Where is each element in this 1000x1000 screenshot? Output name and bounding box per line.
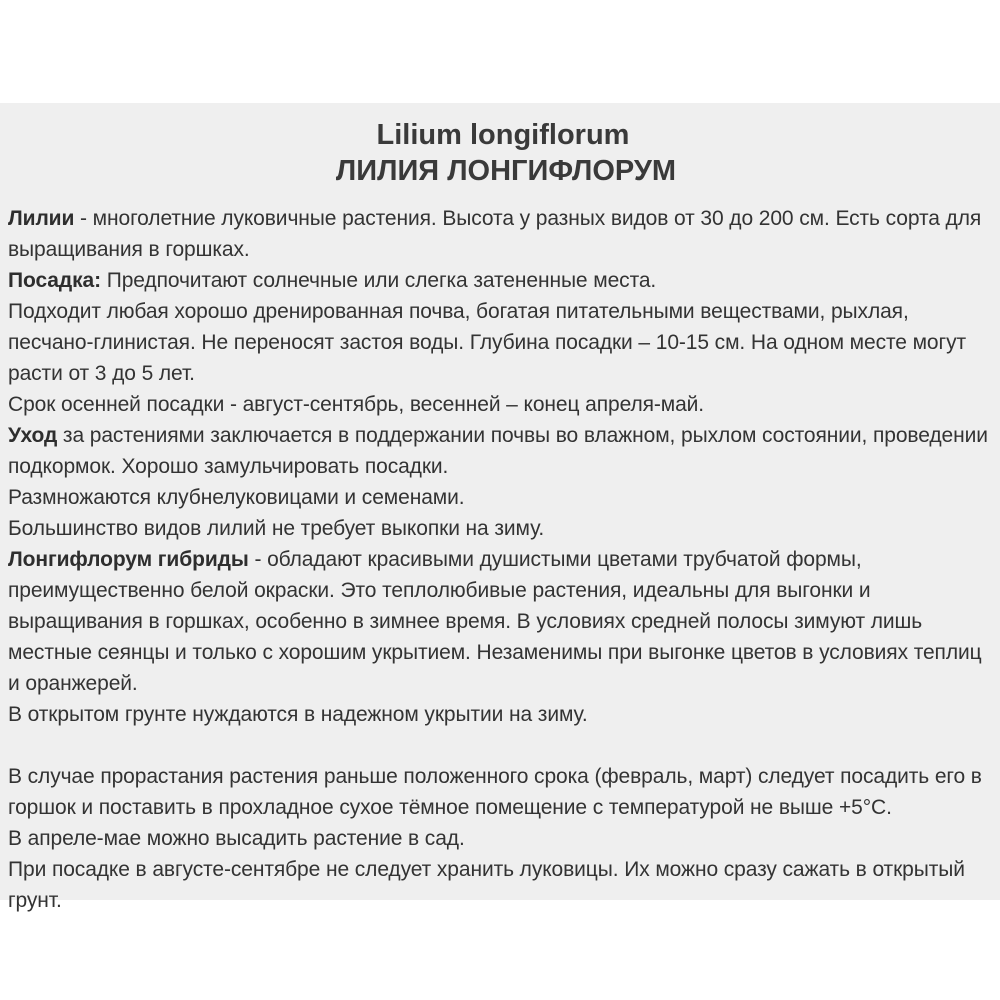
early-sprouting-paragraph: В случае прорастания растения раньше положенного срока (февраль, март) следует посадить его в горшок и поставить в прохладное сухое тёмное помещение с температурой не выше +5°С. <box>8 765 982 819</box>
latin-name-title: Lilium longiflorum <box>376 119 630 151</box>
planting-paragraph <box>8 265 993 296</box>
hybrids-text: - обладают красивыми душистыми цветами трубчатой формы, преимущественно белой окраски. Это теплолюбивые растения, идеальны для выгонки и выращивания в горшках, особенно в зимнее время. В условиях средней полосы зимуют лишь местные сеянцы и только с хорошим укрытием. Незаменимы при выгонке цветов в условиях теплиц и оранжерей. <box>8 548 982 695</box>
planting-term: Посадка: <box>8 269 101 292</box>
autumn-planting-paragraph: При посадке в августе-сентябре не следует хранить луковицы. Их можно сразу сажать в открытый грунт. <box>8 858 965 912</box>
propagation-paragraph: Размножаются клубнелуковицами и семенами. <box>8 486 465 509</box>
hybrids-term: Лонгифлорум гибриды <box>8 548 249 571</box>
russian-name-title: ЛИЛИЯ ЛОНГИФЛОРУМ <box>335 155 677 187</box>
planting-period-paragraph: Срок осенней посадки - август-сентябрь, весенней – конец апреля-май. <box>8 393 705 416</box>
open-ground-paragraph: В открытом грунте нуждаются в надежном укрытии на зиму. <box>8 703 588 726</box>
spring-planting-paragraph: В апреле-мае можно высадить растение в сад. <box>8 827 465 850</box>
hybrids-paragraph <box>8 544 993 699</box>
wintering-paragraph: Большинство видов лилий не требует выкопки на зиму. <box>8 517 545 540</box>
intro-paragraph <box>8 203 993 265</box>
intro-text: - многолетние луковичные растения. Высота у разных видов от 30 до 200 см. Есть сорта для выращивания в горшках. <box>8 207 982 261</box>
plant-care-label <box>0 103 1000 912</box>
planting-text: Предпочитают солнечные или слегка затененные места. <box>100 269 657 292</box>
care-paragraph <box>8 420 993 482</box>
soil-paragraph: Подходит любая хорошо дренированная почва, богатая питательными веществами, рыхлая, песчано-глинистая. Не переносят застоя воды. Глубина посадки – 10-15 см. На одном месте могут расти от 3 до 5 лет. <box>8 300 966 385</box>
paragraph-gap <box>8 730 994 761</box>
label-title-block <box>8 117 994 189</box>
care-term: Уход <box>8 424 58 447</box>
care-text: за растениями заключается в поддержании почвы во влажном, рыхлом состоянии, проведении подкормок. Хорошо замульчировать посадки. <box>8 424 988 478</box>
intro-term: Лилии <box>8 207 75 230</box>
